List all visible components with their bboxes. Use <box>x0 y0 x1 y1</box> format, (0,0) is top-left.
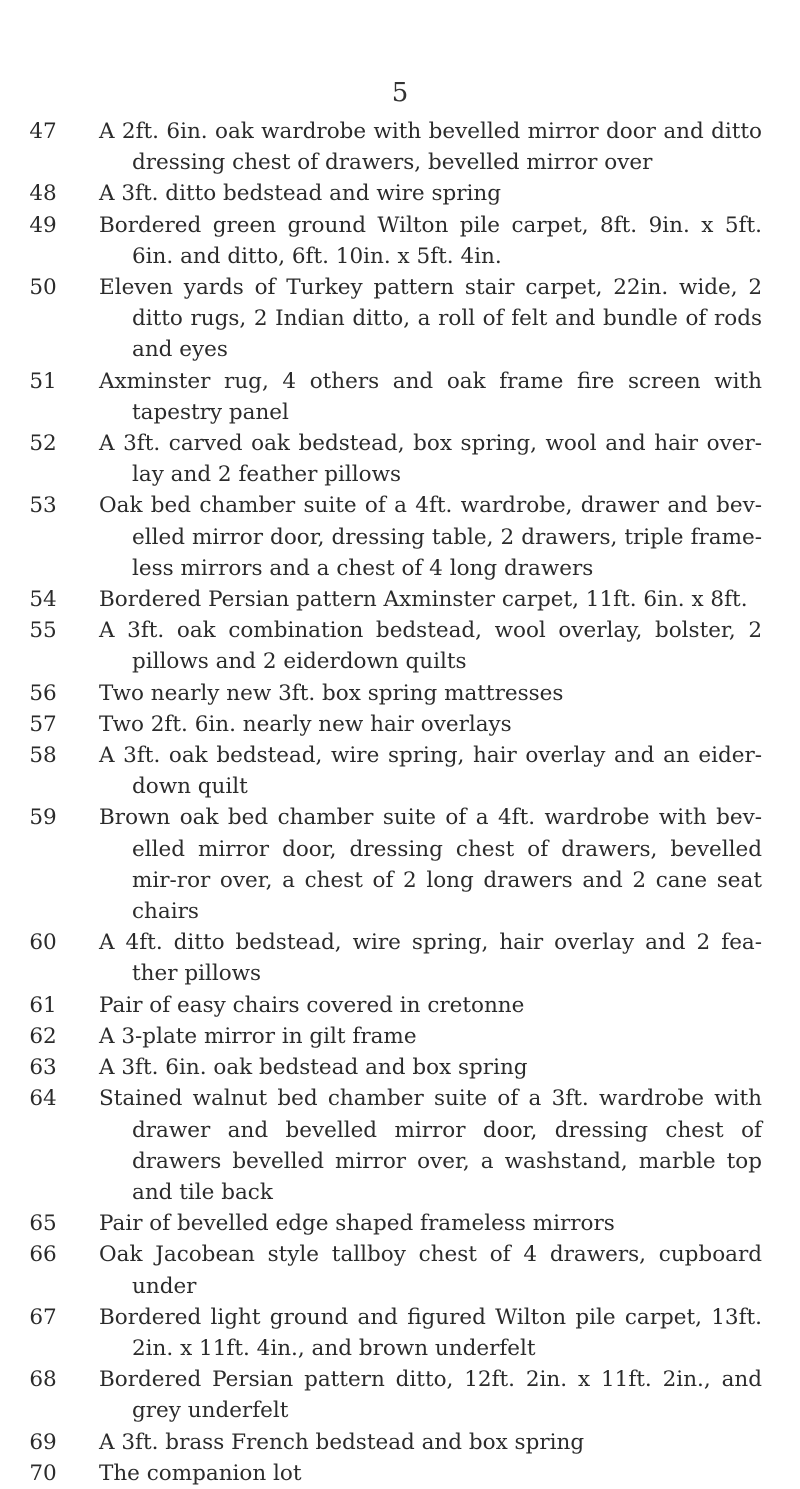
lot-description: Bordered light ground and figured Wilton pile carpet, 13ft. 2in. x 11ft. 4in., and brown underfelt <box>99 1304 762 1361</box>
lot-entry <box>0 178 800 209</box>
lot-entry <box>0 490 800 584</box>
lot-description: A 3ft. brass French bedstead and box spring <box>99 1429 585 1455</box>
lot-entry <box>0 1021 800 1052</box>
lot-number: 66 <box>29 1242 57 1268</box>
lot-description: Oak Jacobean style tallboy chest of 4 drawers, cupboard under <box>99 1242 762 1299</box>
lot-number: 60 <box>29 930 57 956</box>
lot-number: 62 <box>29 1023 57 1049</box>
lot-description: Brown oak bed chamber suite of a 4ft. wardrobe with bev-elled mirror door, dressing chest of drawers, bevelled mir-ror over, a chest of 2 long drawers and 2 cane seat chairs <box>99 805 762 925</box>
lot-entry <box>0 1364 800 1426</box>
lot-entry <box>0 272 800 366</box>
lot-number: 48 <box>29 181 57 207</box>
lot-number: 53 <box>29 493 57 519</box>
lot-entry <box>0 210 800 272</box>
lot-number: 55 <box>29 618 57 644</box>
lot-number: 65 <box>29 1211 57 1237</box>
lot-description: A 2ft. 6in. oak wardrobe with bevelled mirror door and ditto dressing chest of drawers, bevelled mirror over <box>99 119 762 176</box>
lot-description: Axminster rug, 4 others and oak frame fire screen with tapestry panel <box>99 368 762 425</box>
lot-description: Stained walnut bed chamber suite of a 3ft. wardrobe with drawer and bevelled mirror door, dressing chest of drawers bevelled mirror over, a washstand, marble top and tile back <box>99 1086 762 1205</box>
lot-number: 58 <box>29 743 57 769</box>
lot-description: Eleven yards of Turkey pattern stair carpet, 22in. wide, 2 ditto rugs, 2 Indian ditto, a roll of felt and bundle of rods and eyes <box>99 275 762 363</box>
lot-number: 69 <box>29 1429 57 1455</box>
lot-number: 47 <box>29 119 57 144</box>
lot-number: 64 <box>29 1086 57 1112</box>
page-number: 5 <box>391 78 409 108</box>
lot-description: Two 2ft. 6in. nearly new hair overlays <box>99 711 512 737</box>
lot-entry <box>0 740 800 802</box>
lot-description: Bordered Persian pattern ditto, 12ft. 2in. x 11ft. 2in., and grey underfelt <box>99 1367 762 1424</box>
lot-description: A 4ft. ditto bedstead, wire spring, hair overlay and 2 fea-ther pillows <box>99 930 762 987</box>
lot-entry <box>0 1427 800 1458</box>
lot-description: Bordered Persian pattern Axminster carpet, 11ft. 6in. x 8ft. <box>99 587 748 613</box>
lot-description: A 3-plate mirror in gilt frame <box>99 1023 417 1049</box>
lot-entry <box>0 584 800 615</box>
lot-description: Bordered green ground Wilton pile carpet, 8ft. 9in. x 5ft. 6in. and ditto, 6ft. 10in. x 5ft. 4in. <box>99 212 762 269</box>
lot-description: Pair of bevelled edge shaped frameless mirrors <box>99 1211 615 1237</box>
lot-entry <box>0 1208 800 1239</box>
lot-entry <box>0 678 800 709</box>
lot-description: A 3ft. oak combination bedstead, wool overlay, bolster, 2 pillows and 2 eiderdown quilts <box>99 618 762 675</box>
lot-number: 52 <box>29 431 57 457</box>
lot-number: 56 <box>29 680 57 706</box>
lot-number: 67 <box>29 1304 57 1330</box>
lot-entry <box>0 428 800 490</box>
lot-entry <box>0 1052 800 1083</box>
lot-description: A 3ft. ditto bedstead and wire spring <box>99 181 502 207</box>
lot-description: A 3ft. 6in. oak bedstead and box spring <box>99 1055 528 1081</box>
lot-description: Two nearly new 3ft. box spring mattresses <box>99 680 564 706</box>
lot-entry <box>0 366 800 428</box>
lot-number: 54 <box>29 587 57 613</box>
lot-entry <box>0 1239 800 1301</box>
lot-entry <box>0 615 800 677</box>
lot-number: 68 <box>29 1367 57 1393</box>
lot-entry <box>0 116 800 178</box>
lot-description: Oak bed chamber suite of a 4ft. wardrobe, drawer and bev-elled mirror door, dressing table, 2 drawers, triple frame-less mirrors and a chest of 4 long drawers <box>99 493 762 581</box>
lot-number: 63 <box>29 1055 57 1081</box>
lot-number: 70 <box>29 1460 57 1486</box>
lot-description: A 3ft. carved oak bedstead, box spring, wool and hair over-lay and 2 feather pillows <box>99 431 762 488</box>
lot-number: 57 <box>29 711 57 737</box>
lot-number: 59 <box>29 805 57 831</box>
lot-number: 49 <box>29 212 57 238</box>
lot-list <box>0 116 800 1489</box>
lot-number: 50 <box>29 275 57 301</box>
lot-description: A 3ft. oak bedstead, wire spring, hair overlay and an eider-down quilt <box>99 743 762 800</box>
lot-entry <box>0 1083 800 1208</box>
lot-entry <box>0 927 800 989</box>
lot-entry <box>0 802 800 927</box>
lot-number: 51 <box>29 368 57 394</box>
lot-entry <box>0 1302 800 1364</box>
lot-entry <box>0 990 800 1021</box>
lot-entry <box>0 709 800 740</box>
lot-entry <box>0 1458 800 1489</box>
lot-description: The companion lot <box>99 1460 302 1486</box>
lot-description: Pair of easy chairs covered in cretonne <box>99 992 525 1018</box>
lot-number: 61 <box>29 992 57 1018</box>
